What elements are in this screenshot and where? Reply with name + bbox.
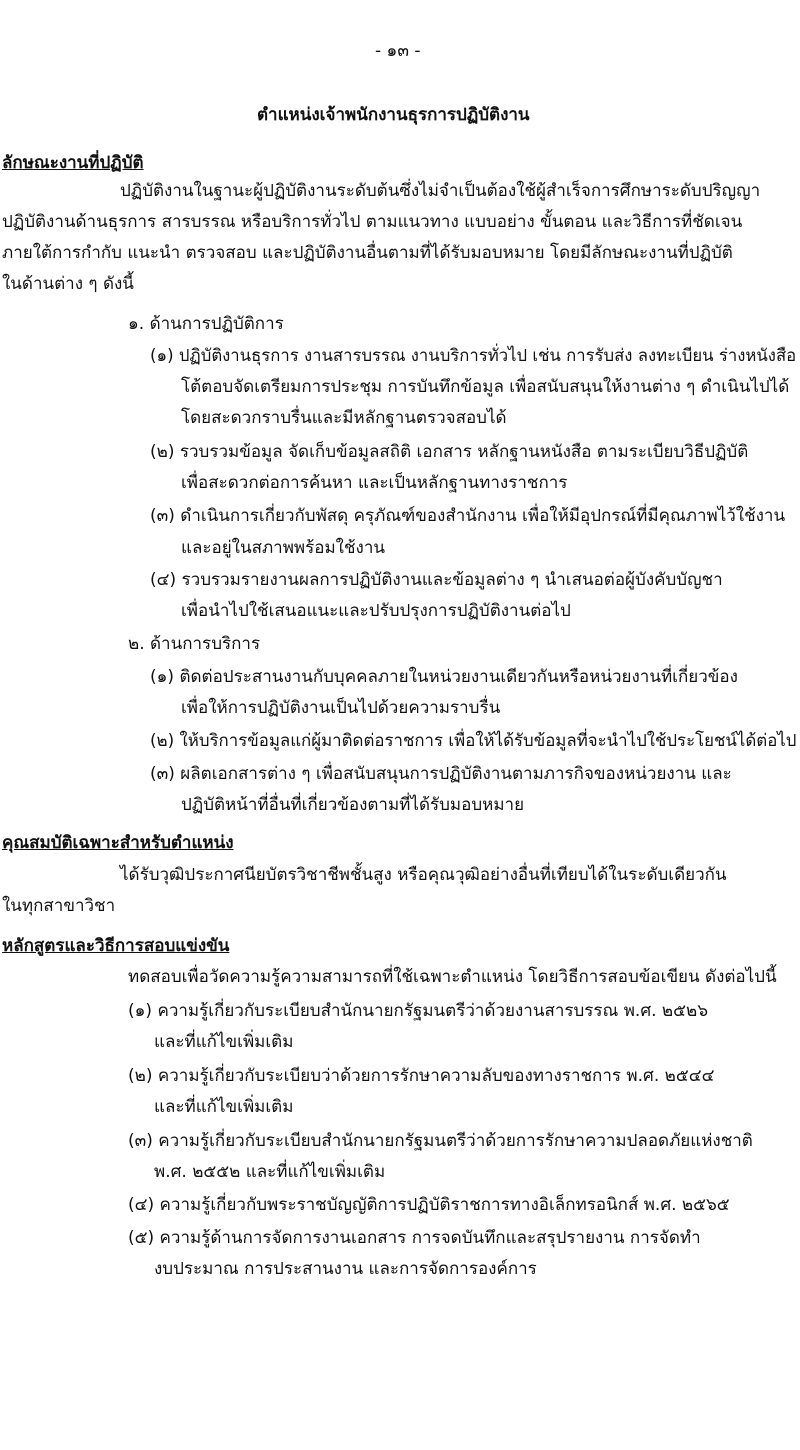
section-heading-exam: หลักสูตรและวิธีการสอบแข่งขัน	[2, 936, 230, 956]
list-item: (๕) ความรู้ด้านการจัดการงานเอกสาร การจดบันทึกและสรุปรายงาน การจัดทำ	[128, 1228, 701, 1248]
list-item: (๓) ดำเนินการเกี่ยวกับพัสดุ ครุภัณฑ์ของสำนักงาน เพื่อให้มีอุปกรณ์ที่มีคุณภาพไว้ใช้งาน	[150, 506, 786, 526]
paragraph-line: ในทุกสาขาวิชา	[2, 896, 116, 916]
page-title: ตำแหน่งเจ้าพนักงานธุรการปฏิบัติงาน	[257, 105, 530, 125]
list-item: (๔) รวบรวมรายงานผลการปฏิบัติงานและข้อมูลต่าง ๆ นำเสนอต่อผู้บังคับบัญชา	[150, 570, 723, 590]
list-item-continuation: เพื่อนำไปใช้เสนอแนะและปรับปรุงการปฏิบัติงานต่อไป	[181, 601, 571, 621]
subsection-title: ๒. ด้านการบริการ	[128, 634, 261, 654]
list-item-continuation: เพื่อให้การปฏิบัติงานเป็นไปด้วยความราบรื่น	[181, 698, 501, 718]
list-item: (๒) รวบรวมข้อมูล จัดเก็บข้อมูลสถิติ เอกสาร หลักฐานหนังสือ ตามระเบียบวิธีปฏิบัติ	[150, 442, 749, 462]
list-item-continuation: ปฏิบัติหน้าที่อื่นที่เกี่ยวข้องตามที่ได้รับมอบหมาย	[181, 795, 525, 815]
list-item: (๑) ติดต่อประสานงานกับบุคคลภายในหน่วยงานเดียวกันหรือหน่วยงานที่เกี่ยวข้อง	[150, 667, 738, 687]
list-item-continuation: เพื่อสะดวกต่อการค้นหา และเป็นหลักฐานทางราชการ	[181, 473, 568, 493]
list-item: (๓) ผลิตเอกสารต่าง ๆ เพื่อสนับสนุนการปฏิบัติงานตามภารกิจของหน่วยงาน และ	[150, 764, 732, 784]
list-item: (๔) ความรู้เกี่ยวกับพระราชบัญญัติการปฏิบัติราชการทางอิเล็กทรอนิกส์ พ.ศ. ๒๕๖๕	[128, 1195, 730, 1215]
paragraph-line: ได้รับวุฒิประกาศนียบัตรวิชาชีพชั้นสูง หรือคุณวุฒิอย่างอื่นที่เทียบได้ในระดับเดียวกัน	[120, 865, 727, 885]
list-item: (๑) ความรู้เกี่ยวกับระเบียบสำนักนายกรัฐมนตรีว่าด้วยงานสารบรรณ พ.ศ. ๒๕๒๖	[128, 1001, 709, 1021]
list-item-continuation: โต้ตอบจัดเตรียมการประชุม การบันทึกข้อมูล เพื่อสนับสนุนให้งานต่าง ๆ ดำเนินไปได้	[181, 377, 790, 397]
section-heading-qualifications: คุณสมบัติเฉพาะสำหรับตำแหน่ง	[2, 833, 234, 853]
paragraph-line: ในด้านต่าง ๆ ดังนี้	[2, 274, 134, 294]
paragraph-line: ภายใต้การกำกับ แนะนำ ตรวจสอบ และปฏิบัติงานอื่นตามที่ได้รับมอบหมาย โดยมีลักษณะงานที่ปฏิบัติ	[2, 243, 733, 263]
list-item-continuation: และที่แก้ไขเพิ่มเติม	[154, 1032, 294, 1052]
list-item-continuation: โดยสะดวกราบรื่นและมีหลักฐานตรวจสอบได้	[181, 408, 507, 428]
list-item: (๒) ให้บริการข้อมูลแก่ผู้มาติดต่อราชการ เพื่อให้ได้รับข้อมูลที่จะนำไปใช้ประโยชน์ได้ต่อไป	[150, 731, 797, 751]
list-item-continuation: งบประมาณ การประสานงาน และการจัดการองค์การ	[154, 1259, 537, 1279]
paragraph-line: ปฏิบัติงานด้านธุรการ สารบรรณ หรือบริการทั่วไป ตามแนวทาง แบบอย่าง ขั้นตอน และวิธีการที่ชัดเจน	[2, 212, 743, 232]
paragraph-line: ปฏิบัติงานในฐานะผู้ปฏิบัติงานระดับต้นซึ่งไม่จำเป็นต้องใช้ผู้สำเร็จการศึกษาระดับปริญญา	[120, 181, 761, 201]
list-item-continuation: และอยู่ในสภาพพร้อมใช้งาน	[181, 538, 385, 558]
list-item-continuation: พ.ศ. ๒๕๕๒ และที่แก้ไขเพิ่มเติม	[154, 1162, 386, 1182]
paragraph-line: ทดสอบเพื่อวัดความรู้ความสามารถที่ใช้เฉพาะตำแหน่ง โดยวิธีการสอบข้อเขียน ดังต่อไปนี้	[128, 967, 777, 987]
list-item: (๓) ความรู้เกี่ยวกับระเบียบสำนักนายกรัฐมนตรีว่าด้วยการรักษาความปลอดภัยแห่งชาติ	[128, 1131, 753, 1151]
list-item: (๒) ความรู้เกี่ยวกับระเบียบว่าด้วยการรักษาความลับของทางราชการ พ.ศ. ๒๕๔๔	[128, 1066, 715, 1086]
subsection-title: ๑. ด้านการปฏิบัติการ	[128, 314, 284, 334]
section-heading-job-nature: ลักษณะงานที่ปฏิบัติ	[2, 153, 144, 173]
list-item: (๑) ปฏิบัติงานธุรการ งานสารบรรณ งานบริการทั่วไป เช่น การรับส่ง ลงทะเบียน ร่างหนังสือ	[150, 346, 797, 366]
list-item-continuation: และที่แก้ไขเพิ่มเติม	[154, 1097, 294, 1117]
page-number: - ๑๓ -	[375, 41, 421, 61]
